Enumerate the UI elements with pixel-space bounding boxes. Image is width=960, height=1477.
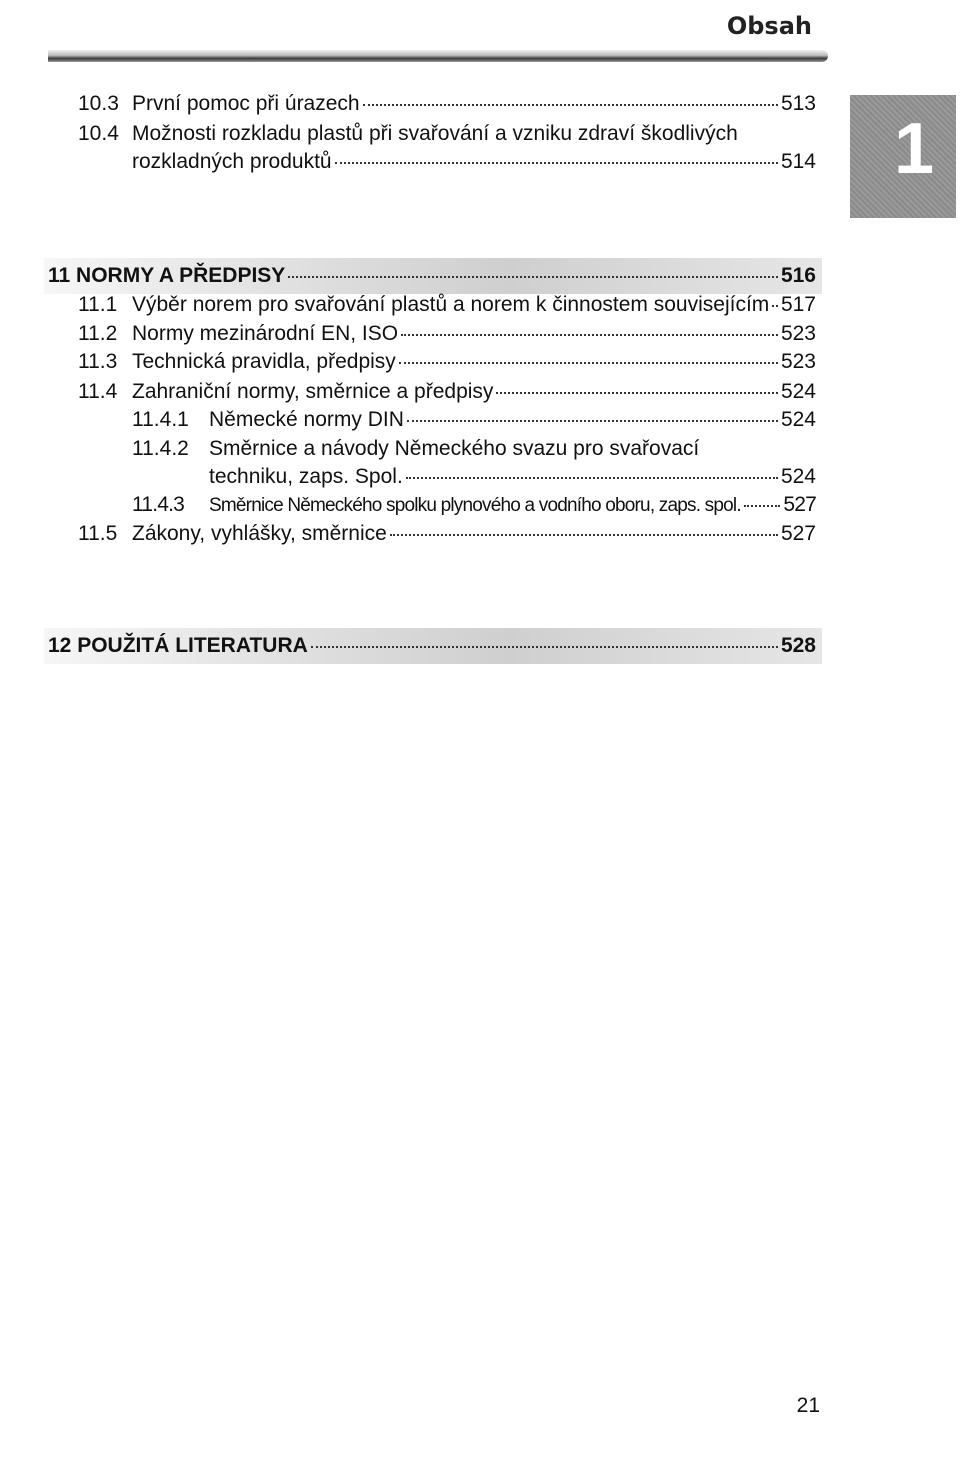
- chapter-heading-title: 12 POUŽITÁ LITERATURA: [48, 634, 308, 657]
- toc-entry-number: 11.5: [78, 522, 118, 545]
- header-rule: [48, 50, 828, 62]
- leader-dots: [496, 392, 778, 394]
- page-header-title: Obsah: [726, 12, 812, 40]
- page-number: 21: [796, 1394, 820, 1417]
- leader-dots: [744, 505, 781, 507]
- toc-entry-page: 523: [780, 322, 816, 345]
- chapter-heading-page: 516: [780, 264, 816, 287]
- toc-entry-title: Směrnice Německého spolku plynového a vodního oboru, zaps. spol.: [209, 495, 741, 516]
- toc-entry[interactable]: [78, 291, 816, 319]
- leader-dots: [406, 477, 778, 479]
- toc-entry[interactable]: [78, 320, 816, 348]
- toc-entry-page: 524: [780, 380, 816, 403]
- toc-entry-title: Směrnice a návody Německého svazu pro svařovací: [209, 437, 700, 460]
- chapter-heading-title: 11 NORMY A PŘEDPISY: [48, 264, 286, 287]
- chapter-heading[interactable]: [48, 262, 816, 290]
- leader-dots: [311, 646, 778, 648]
- toc-entry[interactable]: [78, 378, 816, 406]
- toc-entry-number: 11.3: [78, 350, 118, 373]
- chapter-tab: [850, 95, 956, 218]
- toc-entry-page: 514: [780, 150, 816, 173]
- toc-entry[interactable]: [78, 90, 816, 118]
- toc-entry[interactable]: [78, 348, 816, 376]
- toc-entry-title: Zákony, vyhlášky, směrnice: [132, 522, 387, 545]
- toc-subentry[interactable]: [209, 463, 816, 491]
- toc-entry-title: Zahraniční normy, směrnice a předpisy: [132, 380, 494, 403]
- toc-entry-title: Možnosti rozkladu plastů při svařování a vzniku zdraví škodlivých: [132, 122, 738, 145]
- leader-dots: [772, 305, 778, 307]
- leader-dots: [390, 534, 778, 536]
- toc-subentry[interactable]: [132, 406, 816, 434]
- toc-entry-title: Normy mezinárodní EN, ISO: [132, 322, 399, 345]
- toc-entry-page: 513: [780, 92, 816, 115]
- toc-entry-title-continued: techniku, zaps. Spol.: [209, 465, 403, 488]
- toc-entry-number: 11.4.1: [132, 408, 189, 431]
- toc-entry-number: 11.2: [78, 322, 118, 345]
- toc-entry[interactable]: [132, 148, 816, 176]
- toc-entry-title: Německé normy DIN: [209, 408, 404, 431]
- chapter-heading-page: 528: [780, 634, 816, 657]
- toc-entry-number: 11.1: [78, 293, 118, 316]
- toc-entry-title: Výběr norem pro svařování plastů a norem k činnostem souvisejícím: [132, 293, 770, 316]
- toc-entry-number: 11.4: [78, 380, 118, 403]
- leader-dots: [363, 104, 778, 106]
- leader-dots: [401, 334, 778, 336]
- toc-entry-page: 524: [780, 465, 816, 488]
- toc-entry-page: 517: [780, 293, 816, 316]
- toc-entry-number: 10.4: [78, 122, 119, 145]
- toc-entry-title: Technická pravidla, předpisy: [132, 350, 396, 373]
- toc-entry-number: 11.4.2: [132, 437, 189, 460]
- leader-dots: [288, 276, 778, 278]
- leader-dots: [335, 162, 778, 164]
- toc-entry-number: 10.3: [78, 92, 119, 115]
- toc-entry-page: 527: [780, 522, 816, 545]
- chapter-heading[interactable]: [48, 632, 816, 660]
- leader-dots: [399, 362, 778, 364]
- toc-entry-page: 524: [780, 408, 816, 431]
- toc-entry-title: První pomoc při úrazech: [132, 92, 360, 115]
- toc-entry-number: 11.4.3: [132, 493, 185, 516]
- toc-entry[interactable]: [78, 520, 816, 548]
- toc-entry-page: 527: [783, 493, 816, 516]
- toc-entry-title-continued: rozkladných produktů: [132, 150, 332, 173]
- toc-entry-page: 523: [780, 350, 816, 373]
- toc-subentry[interactable]: [132, 491, 816, 519]
- leader-dots: [407, 420, 778, 422]
- chapter-tab-number: 1: [893, 109, 934, 189]
